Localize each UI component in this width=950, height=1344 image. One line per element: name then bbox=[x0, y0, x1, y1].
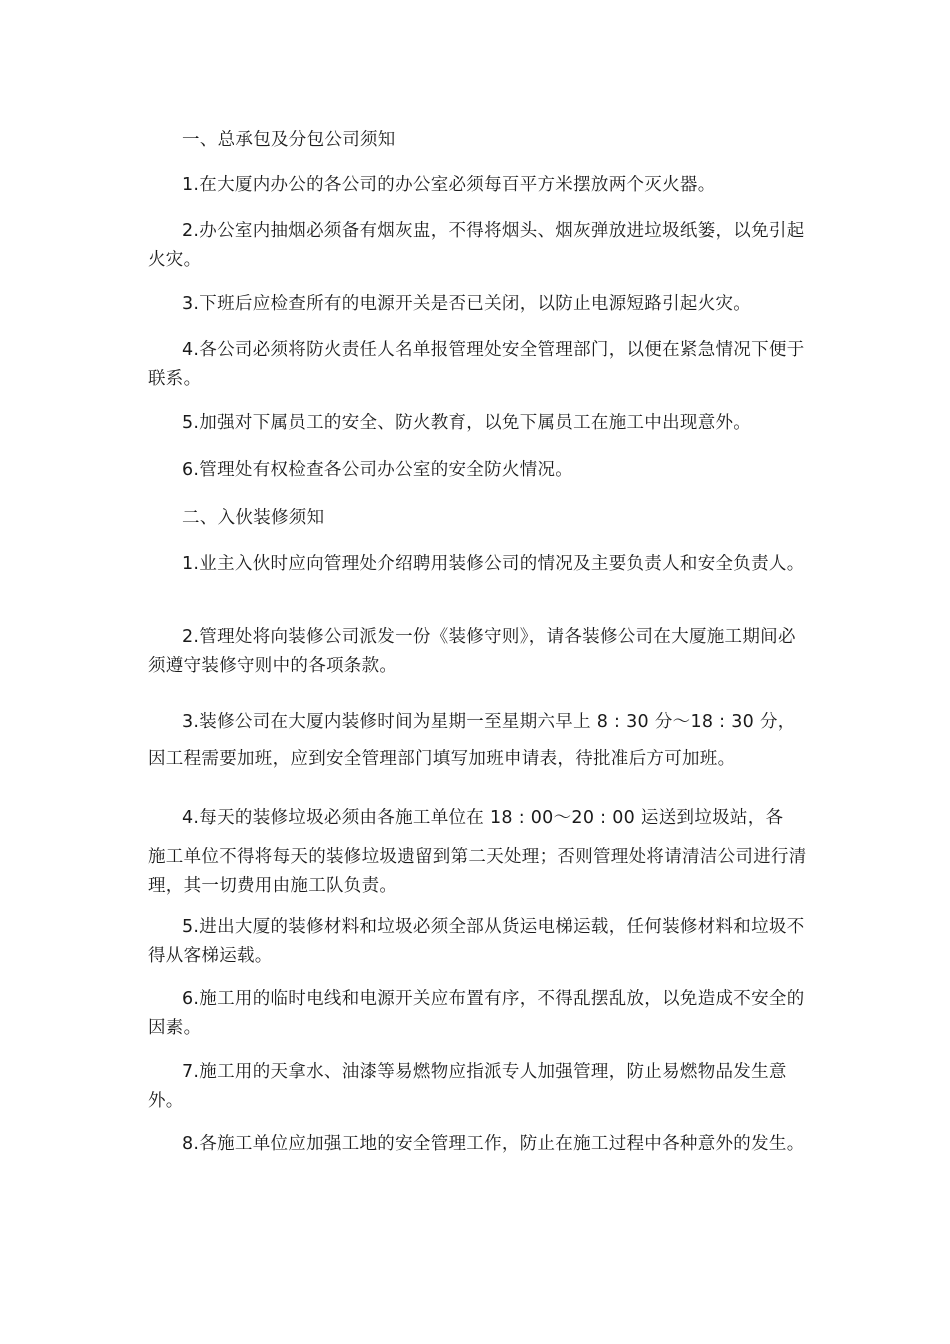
paragraph-2-4-line1: 4.每天的装修垃圾必须由各施工单位在 18 : 00～20 : 00 运送到垃圾站，各 bbox=[182, 808, 784, 828]
paragraph-1-4: 4.各公司必须将防火责任人名单报管理处安全管理部门，以便在紧急情况下便于联系。 bbox=[148, 340, 805, 389]
paragraph-2-7: 7.施工用的天拿水、油漆等易燃物应指派专人加强管理，防止易燃物品发生意外。 bbox=[148, 1062, 787, 1111]
paragraph-1-2: 2.办公室内抽烟必须备有烟灰盅，不得将烟头、烟灰弹放进垃圾纸篓，以免引起火灾。 bbox=[148, 221, 805, 270]
paragraph-2-4-line2: 施工单位不得将每天的装修垃圾遗留到第二天处理；否则管理处将请清洁公司进行清理，其一切费用由施工队负责。 bbox=[148, 847, 807, 896]
paragraph-1-5: 5.加强对下属员工的安全、防火教育，以免下属员工在施工中出现意外。 bbox=[182, 413, 752, 433]
paragraph-1-3: 3.下班后应检查所有的电源开关是否已关闭，以防止电源短路引起火灾。 bbox=[182, 294, 752, 314]
paragraph-2-6: 6.施工用的临时电线和电源开关应布置有序，不得乱摆乱放，以免造成不安全的因素。 bbox=[148, 989, 805, 1038]
paragraph-2-5: 5.进出大厦的装修材料和垃圾必须全部从货运电梯运载，任何装修材料和垃圾不得从客梯运载。 bbox=[148, 917, 805, 966]
paragraph-1-6: 6.管理处有权检查各公司办公室的安全防火情况。 bbox=[182, 460, 574, 480]
section-heading-1: 一、总承包及分包公司须知 bbox=[182, 130, 396, 150]
paragraph-1-1: 1.在大厦内办公的各公司的办公室必须每百平方米摆放两个灭火器。 bbox=[182, 175, 716, 195]
paragraph-2-8: 8.各施工单位应加强工地的安全管理工作，防止在施工过程中各种意外的发生。 bbox=[182, 1134, 805, 1154]
paragraph-2-3-line1: 3.装修公司在大厦内装修时间为星期一至星期六早上 8 : 30 分～18 : 30 分， bbox=[182, 712, 796, 732]
section-heading-2: 二、入伙装修须知 bbox=[182, 508, 325, 528]
paragraph-2-3-line2: 因工程需要加班，应到安全管理部门填写加班申请表，待批准后方可加班。 bbox=[148, 749, 736, 769]
paragraph-2-1: 1.业主入伙时应向管理处介绍聘用装修公司的情况及主要负责人和安全负责人。 bbox=[182, 554, 805, 574]
paragraph-2-2: 2.管理处将向装修公司派发一份《装修守则》，请各装修公司在大厦施工期间必须遵守装修守则中的各项条款。 bbox=[148, 627, 796, 676]
